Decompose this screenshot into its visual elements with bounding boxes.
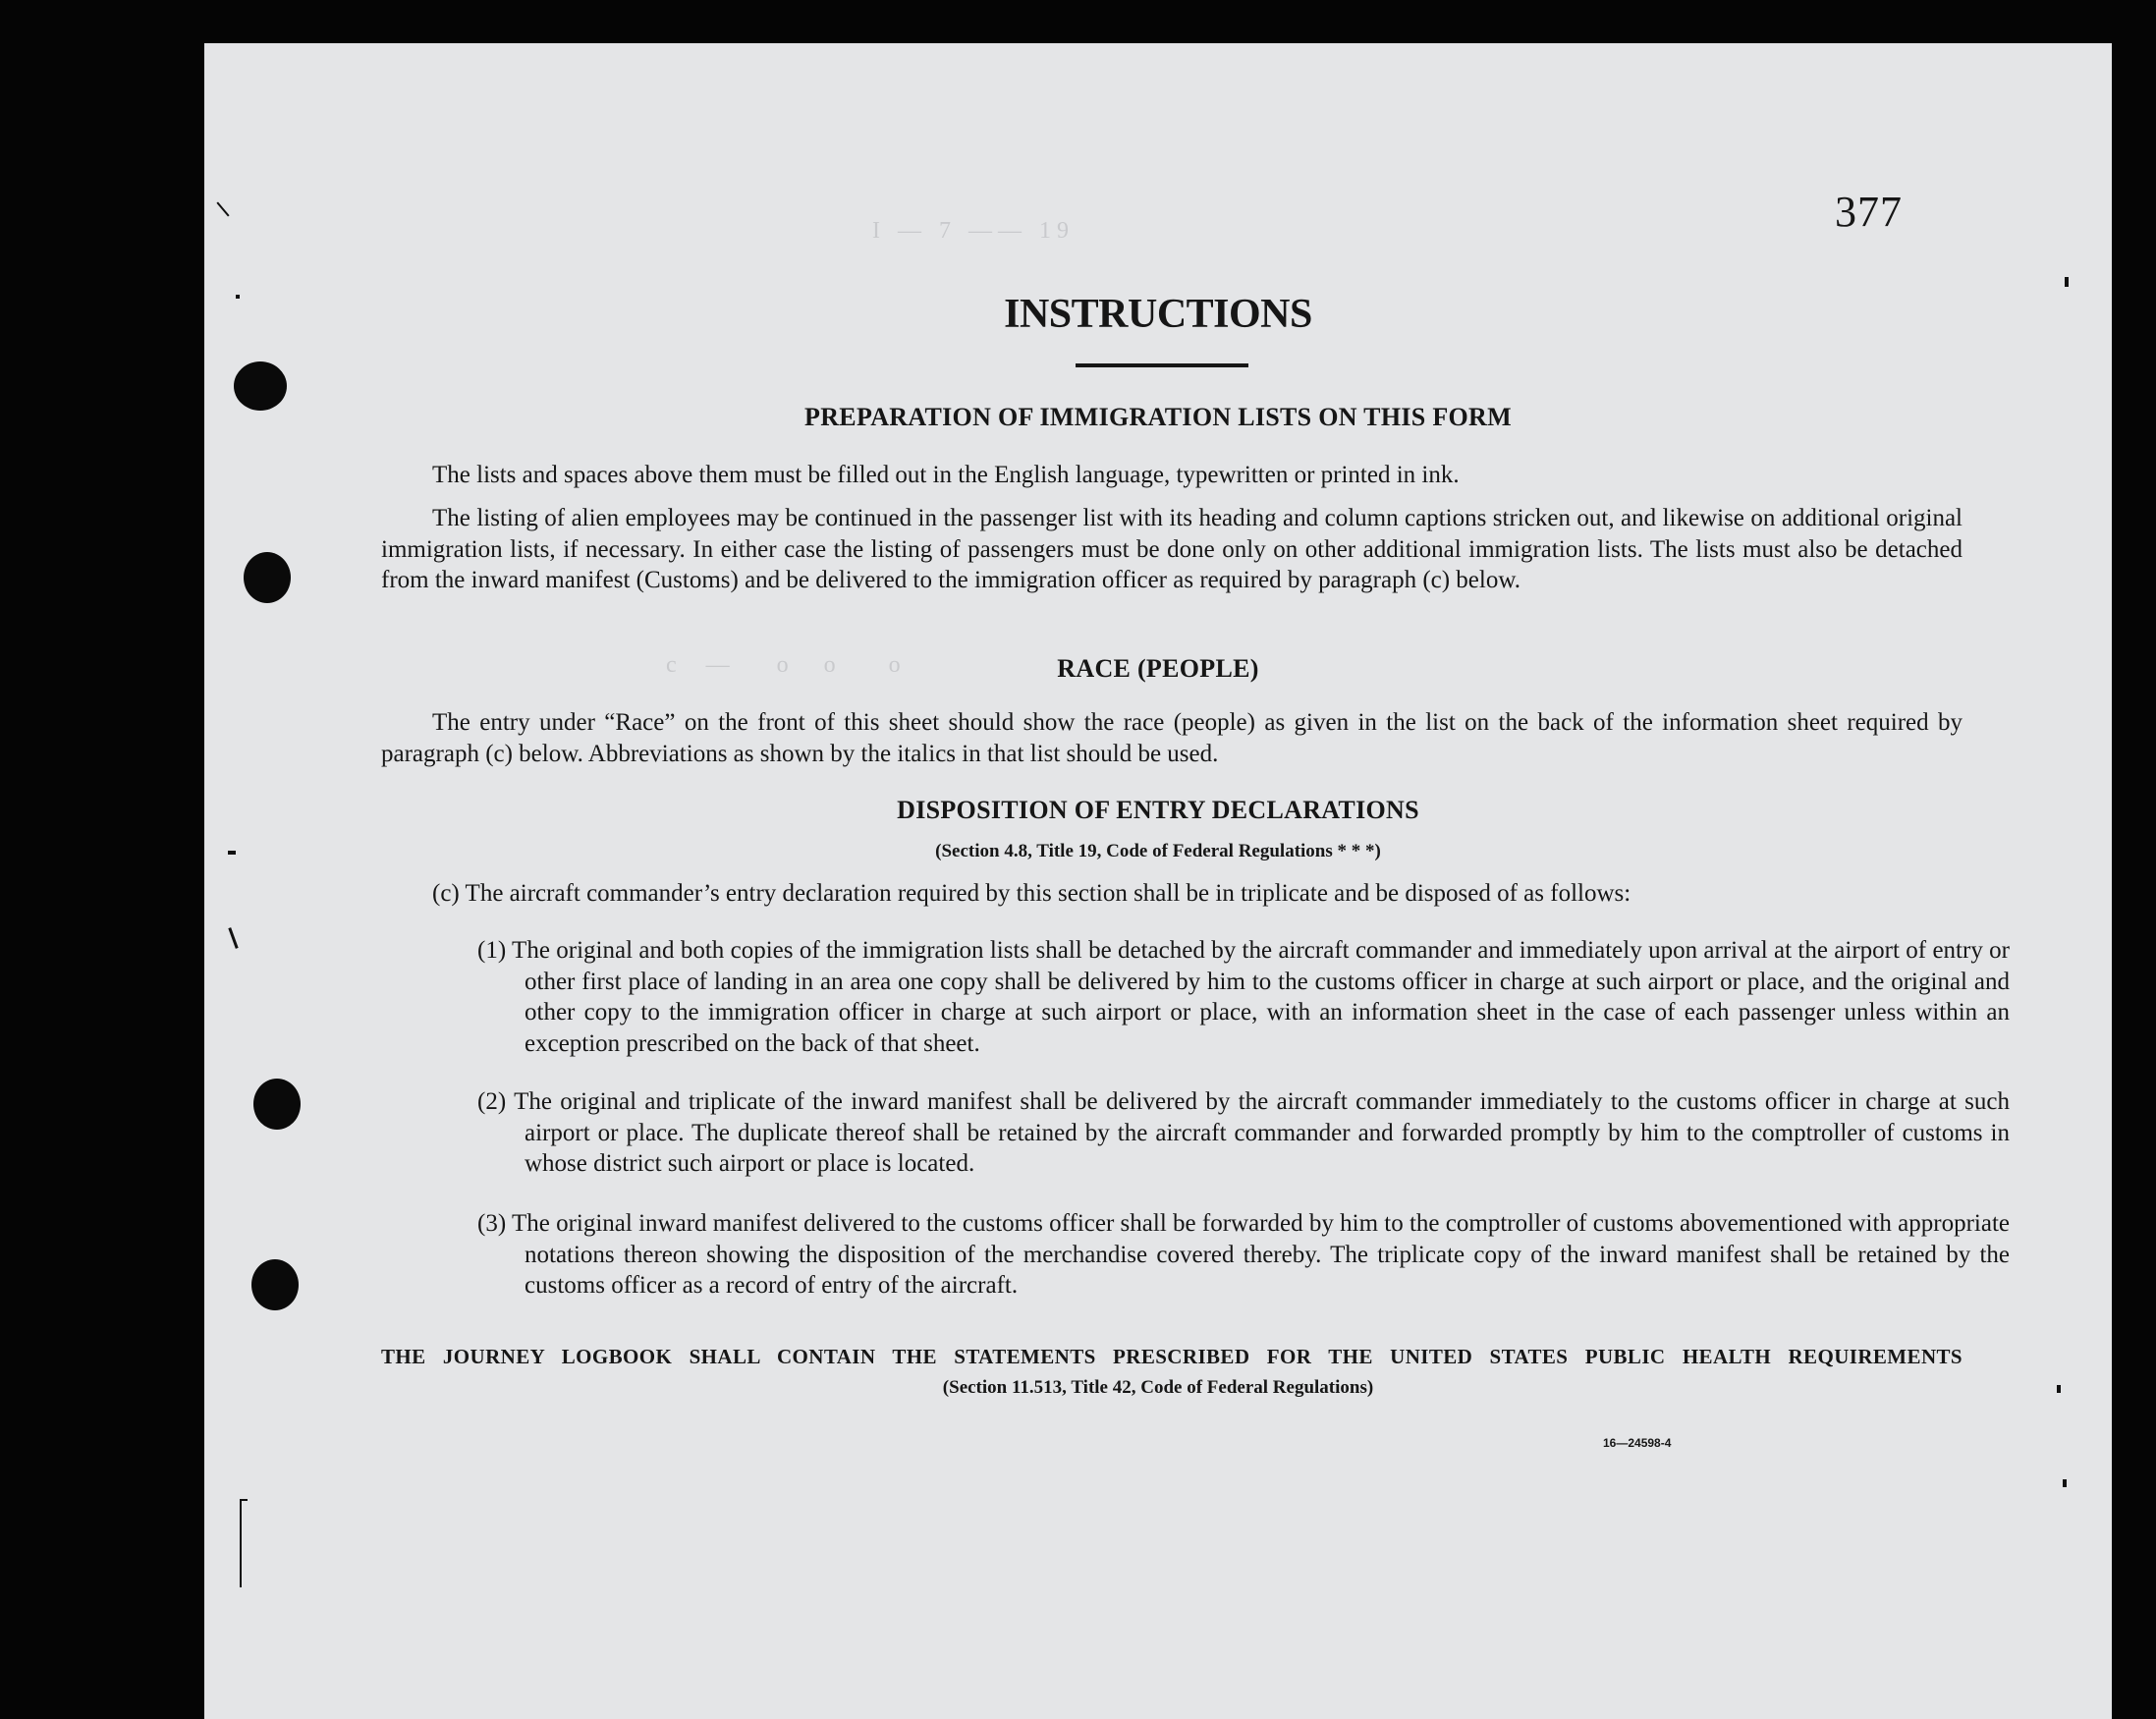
- page-number: 377: [1835, 188, 1903, 236]
- section-heading-preparation: PREPARATION OF IMMIGRATION LISTS ON THIS FORM: [804, 403, 1512, 431]
- section-heading-disposition: DISPOSITION OF ENTRY DECLARATIONS: [897, 796, 1419, 824]
- edge-mark: [228, 927, 238, 949]
- edge-mark: [2063, 1479, 2067, 1487]
- page-title: INSTRUCTIONS: [1004, 292, 1312, 337]
- bleed-through: I — 7 — — 1 9: [872, 218, 1069, 244]
- disposition-citation: (Section 4.8, Title 19, Code of Federal Regulations * * *): [935, 841, 1381, 861]
- preparation-paragraph-1: The lists and spaces above them must be filled out in the English language, typewritten or printed in ink.: [432, 462, 1460, 488]
- preparation-paragraph-2: The listing of alien employees may be continued in the passenger list with its heading and column captions stricken out, and likewise on additional original immigration lists, if necessary. In either case the listing of passengers must be done only on other additional immigration lists. The lists must also be detached from the inward manifest (Customs) and be delivered to the immigration officer as required by paragraph (c) below.: [381, 505, 1963, 593]
- form-number: 16—24598-4: [1603, 1436, 1672, 1450]
- disposition-intro: (c) The aircraft commander’s entry declaration required by this section shall be in triplicate and be disposed of as follows:: [432, 880, 1631, 907]
- bleed-through: c — o o o: [666, 652, 901, 678]
- document-page: [204, 43, 2112, 1719]
- edge-mark: [240, 1499, 248, 1501]
- title-underline: [1076, 363, 1248, 367]
- health-requirements-statement: THE JOURNEY LOGBOOK SHALL CONTAIN THE STATEMENTS PRESCRIBED FOR THE UNITED STATES PUBLIC HEALTH REQUIREMENTS: [381, 1345, 1963, 1368]
- edge-mark: [240, 1499, 242, 1587]
- punch-hole: [244, 552, 291, 603]
- punch-hole: [253, 1079, 301, 1130]
- race-paragraph: The entry under “Race” on the front of this sheet should show the race (people) as given in the list on the back of the information sheet required by paragraph (c) below. Abbreviations as shown by the italics in that list should be used.: [381, 709, 1963, 767]
- disposition-item-1: (1) The original and both copies of the immigration lists shall be detached by the aircraft commander and immediately upon arrival at the airport of entry or other first place of landing in an area one copy shall be delivered by him to the customs officer in charge at such airport or place, and the original and other copy to the immigration officer in charge at such airport or place, with an information sheet in the case of each passenger unless within an exception prescribed on the back of that sheet.: [477, 937, 2010, 1057]
- section-heading-race: RACE (PEOPLE): [1057, 654, 1259, 683]
- edge-mark: [216, 201, 229, 216]
- disposition-item-2: (2) The original and triplicate of the inward manifest shall be delivered by the aircraft commander immediately to the customs officer in charge at such airport or place. The duplicate thereof shall be retained by the aircraft commander and forwarded promptly by him to the comptroller of customs in whose district such airport or place is located.: [477, 1088, 2010, 1177]
- health-requirements-citation: (Section 11.513, Title 42, Code of Federal Regulations): [942, 1377, 1374, 1398]
- disposition-item-3: (3) The original inward manifest delivered to the customs officer shall be forwarded by him to the comptroller of customs abovementioned with appropriate notations thereon showing the disposition of the merchandise covered thereby. The triplicate copy of the inward manifest shall be retained by the customs officer as a record of entry of the aircraft.: [477, 1210, 2010, 1299]
- edge-mark: [2065, 277, 2069, 287]
- punch-hole: [251, 1259, 299, 1310]
